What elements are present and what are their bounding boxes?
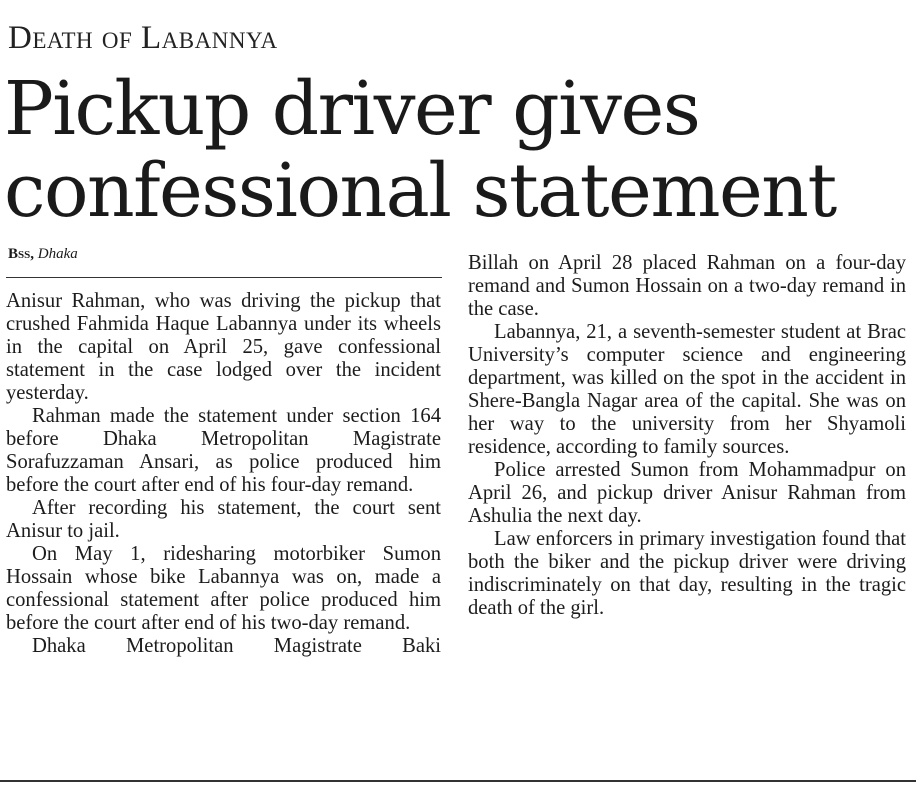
paragraph: Billah on April 28 placed Rahman on a four-day remand and Sumon Hossain on a two-day remand in the case. [468,252,906,320]
paragraph: After recording his statement, the court sent Anisur to jail. [6,497,441,542]
paragraph: Law enforcers in primary investigation found that both the biker and the pickup driver were driving indiscriminately on that day, resulting in the tragic death of the girl. [468,528,906,619]
byline-divider [6,277,442,278]
byline-agency: Bss, [8,246,34,262]
paragraph: On May 1, ridesharing motorbiker Sumon Hossain whose bike Labannya was on, made a confessional statement after police produced him before the court after end of his two-day remand. [6,543,441,634]
article-column-left [6,290,441,658]
article-column-right [468,252,906,620]
headline-line-1: Pickup driver gives [4,66,700,152]
paragraph: Dhaka Metropolitan Magistrate Baki [32,635,441,657]
byline [8,244,78,264]
byline-location: Dhaka [37,246,78,262]
article-headline [4,68,909,232]
headline-line-2: confessional statement [4,148,836,234]
bottom-divider [0,780,916,782]
paragraph: Police arrested Sumon from Mohammadpur on April 26, and pickup driver Anisur Rahman from Ashulia the next day. [468,459,906,527]
paragraph: Anisur Rahman, who was driving the pickup that crushed Fahmida Haque Labannya under its wheels in the capital on April 25, gave confessional statement in the case lodged over the incident yesterday. [6,290,441,404]
paragraph: Rahman made the statement under section 164 before Dhaka Metropolitan Magistrate Sorafuzzaman Ansari, as police produced him before the court after end of his four-day remand. [6,405,441,496]
article-kicker: Death of Labannya [8,20,278,56]
paragraph: Labannya, 21, a seventh-semester student at Brac University’s computer science and engineering department, was killed on the spot in the accident in Shere-Bangla Nagar area of the capital. She was on her way to the university from her Shyamoli residence, according to family sources. [468,321,906,458]
